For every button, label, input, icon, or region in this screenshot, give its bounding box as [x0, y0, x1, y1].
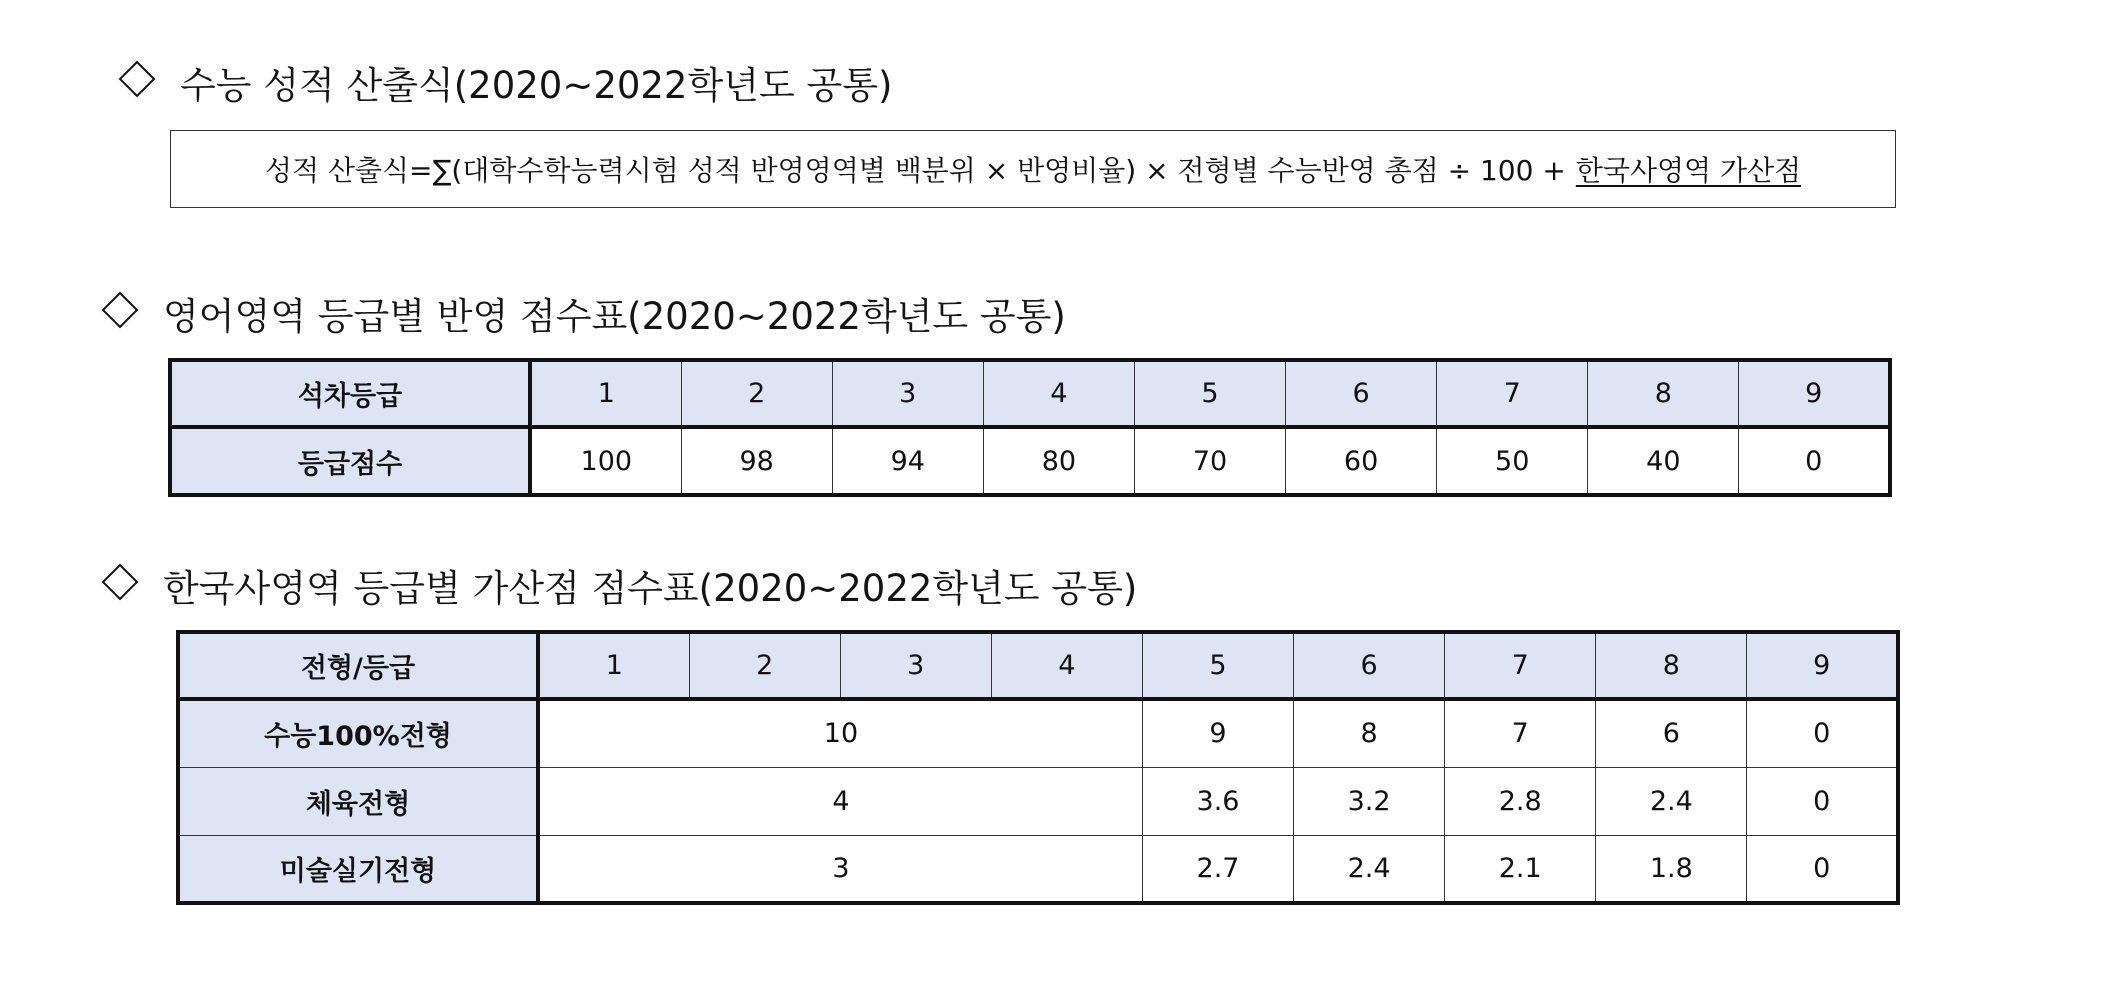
score-cell: 7	[1445, 699, 1596, 767]
grade-cell: 7	[1437, 360, 1588, 427]
score-cell: 8	[1294, 699, 1445, 767]
grade-cell: 5	[1142, 632, 1293, 699]
score-cell: 98	[681, 427, 832, 495]
formula-box	[170, 130, 1896, 208]
row-header-track: 체육전형	[178, 767, 538, 835]
row-header-score: 등급점수	[170, 427, 530, 495]
score-cell: 2.1	[1445, 835, 1596, 903]
score-cell: 0	[1747, 767, 1898, 835]
table-row	[170, 427, 1890, 495]
formula-title-text: 수능 성적 산출식(2020~2022학년도 공통)	[180, 64, 893, 107]
score-cell: 9	[1142, 699, 1293, 767]
history-section-title	[103, 565, 1137, 613]
grade-cell: 6	[1286, 360, 1437, 427]
diamond-bullet-icon	[102, 292, 139, 329]
score-cell: 100	[530, 427, 681, 495]
merged-score-cell: 4	[538, 767, 1142, 835]
score-cell: 70	[1134, 427, 1285, 495]
merged-score-cell: 3	[538, 835, 1142, 903]
score-cell: 2.7	[1142, 835, 1293, 903]
merged-score-cell: 10	[538, 699, 1142, 767]
diamond-bullet-icon	[102, 564, 139, 601]
grade-cell: 8	[1588, 360, 1739, 427]
grade-cell: 1	[538, 632, 689, 699]
score-cell: 94	[832, 427, 983, 495]
english-grade-table	[168, 358, 1892, 497]
formula-section-title	[120, 62, 892, 110]
history-bonus-table	[176, 630, 1900, 905]
english-title-text: 영어영역 등급별 반영 점수표(2020~2022학년도 공통)	[163, 295, 1066, 338]
table-row	[178, 767, 1898, 835]
table-row	[178, 699, 1898, 767]
grade-cell: 2	[681, 360, 832, 427]
formula-text: 성적 산출식=∑(대학수학능력시험 성적 반영영역별 백분위 × 반영비율) × 전형별 수능반영 총점 ÷ 100 +	[264, 154, 1566, 187]
score-cell: 1.8	[1596, 835, 1747, 903]
score-cell: 0	[1747, 835, 1898, 903]
grade-cell: 4	[983, 360, 1134, 427]
grade-cell: 4	[991, 632, 1142, 699]
formula-underlined-term: 한국사영역 가산점	[1575, 154, 1802, 187]
score-cell: 0	[1747, 699, 1898, 767]
grade-cell: 8	[1596, 632, 1747, 699]
grade-cell: 3	[840, 632, 991, 699]
grade-cell: 5	[1134, 360, 1285, 427]
score-cell: 3.6	[1142, 767, 1293, 835]
table-row	[170, 360, 1890, 427]
score-cell: 60	[1286, 427, 1437, 495]
grade-cell: 9	[1747, 632, 1898, 699]
row-header-grade: 석차등급	[170, 360, 530, 427]
diamond-bullet-icon	[119, 61, 156, 98]
grade-cell: 7	[1445, 632, 1596, 699]
grade-cell: 6	[1294, 632, 1445, 699]
score-cell: 2.4	[1294, 835, 1445, 903]
score-cell: 80	[983, 427, 1134, 495]
score-cell: 40	[1588, 427, 1739, 495]
row-header-track: 미술실기전형	[178, 835, 538, 903]
history-title-text: 한국사영역 등급별 가산점 점수표(2020~2022학년도 공통)	[163, 567, 1138, 610]
score-cell: 3.2	[1294, 767, 1445, 835]
grade-cell: 1	[530, 360, 681, 427]
score-cell: 6	[1596, 699, 1747, 767]
english-section-title	[103, 293, 1066, 341]
score-cell: 0	[1739, 427, 1890, 495]
score-cell: 2.8	[1445, 767, 1596, 835]
grade-cell: 3	[832, 360, 983, 427]
corner-header: 전형/등급	[178, 632, 538, 699]
table-row	[178, 632, 1898, 699]
table-row	[178, 835, 1898, 903]
grade-cell: 9	[1739, 360, 1890, 427]
score-cell: 50	[1437, 427, 1588, 495]
row-header-track: 수능100%전형	[178, 699, 538, 767]
score-cell: 2.4	[1596, 767, 1747, 835]
grade-cell: 2	[689, 632, 840, 699]
